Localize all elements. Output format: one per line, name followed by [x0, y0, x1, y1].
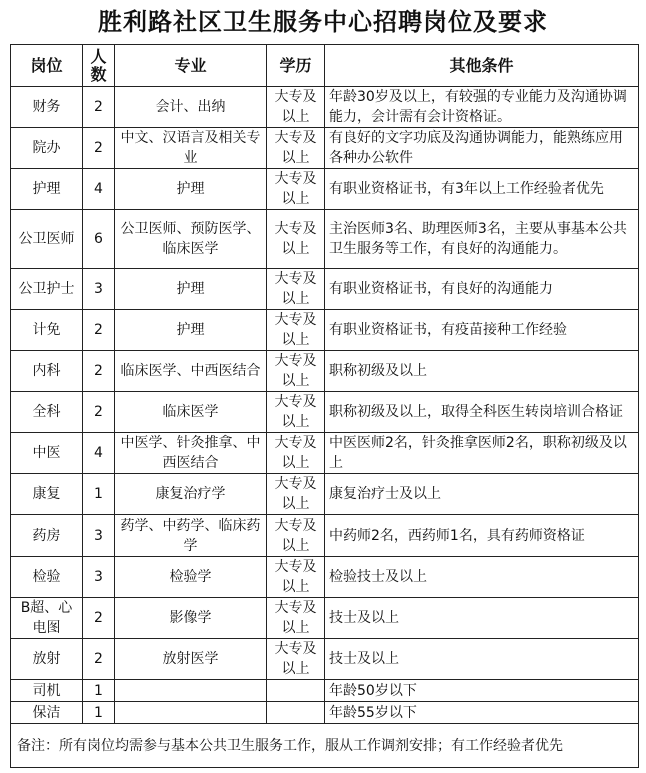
table-body	[11, 87, 639, 724]
cell-education: 大专及以上	[267, 515, 325, 557]
cell-major: 放射医学	[115, 639, 267, 680]
cell-position: 内科	[11, 351, 83, 392]
table-row	[11, 557, 639, 598]
cell-count: 1	[83, 680, 115, 702]
cell-education: 大专及以上	[267, 598, 325, 639]
cell-requirements: 技士及以上	[325, 598, 639, 639]
cell-count: 2	[83, 128, 115, 169]
cell-position: 药房	[11, 515, 83, 557]
cell-requirements: 有职业资格证书，有疫苗接种工作经验	[325, 310, 639, 351]
cell-count: 2	[83, 310, 115, 351]
cell-education	[267, 702, 325, 724]
cell-count: 3	[83, 557, 115, 598]
cell-education: 大专及以上	[267, 351, 325, 392]
table-row	[11, 598, 639, 639]
cell-count: 2	[83, 392, 115, 433]
cell-position: 司机	[11, 680, 83, 702]
cell-position: 保洁	[11, 702, 83, 724]
cell-education: 大专及以上	[267, 392, 325, 433]
cell-count: 2	[83, 598, 115, 639]
cell-major: 临床医学、中西医结合	[115, 351, 267, 392]
cell-major: 护理	[115, 169, 267, 210]
recruitment-table	[10, 44, 639, 768]
cell-count: 2	[83, 87, 115, 128]
cell-count: 4	[83, 169, 115, 210]
cell-count: 4	[83, 433, 115, 474]
cell-position: 康复	[11, 474, 83, 515]
header-education: 学历	[267, 45, 325, 87]
cell-education: 大专及以上	[267, 87, 325, 128]
cell-requirements: 年龄50岁以下	[325, 680, 639, 702]
cell-requirements: 检验技士及以上	[325, 557, 639, 598]
cell-major: 中文、汉语言及相关专业	[115, 128, 267, 169]
cell-position: 计免	[11, 310, 83, 351]
cell-major: 检验学	[115, 557, 267, 598]
cell-major: 护理	[115, 310, 267, 351]
cell-position: 公卫护士	[11, 269, 83, 310]
cell-education: 大专及以上	[267, 169, 325, 210]
cell-education: 大专及以上	[267, 269, 325, 310]
cell-education: 大专及以上	[267, 474, 325, 515]
cell-education: 大专及以上	[267, 210, 325, 269]
cell-requirements: 职称初级及以上，取得全科医生转岗培训合格证	[325, 392, 639, 433]
cell-education: 大专及以上	[267, 557, 325, 598]
cell-major	[115, 702, 267, 724]
cell-education: 大专及以上	[267, 128, 325, 169]
table-row	[11, 87, 639, 128]
cell-major: 护理	[115, 269, 267, 310]
header-people: 人数	[83, 45, 115, 87]
table-row	[11, 210, 639, 269]
table-row	[11, 433, 639, 474]
cell-requirements: 有职业资格证书，有3年以上工作经验者优先	[325, 169, 639, 210]
cell-requirements: 技士及以上	[325, 639, 639, 680]
cell-count: 3	[83, 269, 115, 310]
cell-major: 药学、中药学、临床药学	[115, 515, 267, 557]
note-row	[11, 724, 639, 768]
cell-count: 1	[83, 702, 115, 724]
cell-major: 康复治疗学	[115, 474, 267, 515]
cell-position: 公卫医师	[11, 210, 83, 269]
cell-major: 公卫医师、预防医学、临床医学	[115, 210, 267, 269]
cell-requirements: 年龄30岁及以上，有较强的专业能力及沟通协调能力，会计需有会计资格证。	[325, 87, 639, 128]
table-row	[11, 310, 639, 351]
table-row	[11, 169, 639, 210]
cell-major: 影像学	[115, 598, 267, 639]
cell-count: 3	[83, 515, 115, 557]
table-row	[11, 128, 639, 169]
cell-education: 大专及以上	[267, 639, 325, 680]
cell-major	[115, 680, 267, 702]
table-row	[11, 702, 639, 724]
cell-requirements: 职称初级及以上	[325, 351, 639, 392]
cell-requirements: 康复治疗士及以上	[325, 474, 639, 515]
note-text: 备注：所有岗位均需参与基本公共卫生服务工作，服从工作调剂安排；有工作经验者优先	[11, 724, 639, 768]
cell-requirements: 有良好的文字功底及沟通协调能力，能熟练应用各种办公软件	[325, 128, 639, 169]
cell-count: 1	[83, 474, 115, 515]
table-row	[11, 515, 639, 557]
cell-position: 检验	[11, 557, 83, 598]
header-major: 专业	[115, 45, 267, 87]
cell-position: 中医	[11, 433, 83, 474]
cell-position: 院办	[11, 128, 83, 169]
table-row	[11, 269, 639, 310]
cell-requirements: 中医医师2名，针灸推拿医师2名，职称初级及以上	[325, 433, 639, 474]
header-requirements: 其他条件	[325, 45, 639, 87]
cell-position: 财务	[11, 87, 83, 128]
table-row	[11, 474, 639, 515]
cell-count: 2	[83, 639, 115, 680]
table-row	[11, 680, 639, 702]
cell-education: 大专及以上	[267, 433, 325, 474]
cell-position: B超、心电图	[11, 598, 83, 639]
cell-requirements: 年龄55岁以下	[325, 702, 639, 724]
cell-education: 大专及以上	[267, 310, 325, 351]
cell-requirements: 有职业资格证书，有良好的沟通能力	[325, 269, 639, 310]
header-position: 岗位	[11, 45, 83, 87]
cell-requirements: 中药师2名，西药师1名，具有药师资格证	[325, 515, 639, 557]
cell-major: 临床医学	[115, 392, 267, 433]
table-row	[11, 639, 639, 680]
cell-count: 2	[83, 351, 115, 392]
table-header-row	[11, 45, 639, 87]
cell-position: 全科	[11, 392, 83, 433]
cell-position: 放射	[11, 639, 83, 680]
cell-major: 会计、出纳	[115, 87, 267, 128]
page-title: 胜利路社区卫生服务中心招聘岗位及要求	[98, 8, 548, 36]
cell-position: 护理	[11, 169, 83, 210]
cell-requirements: 主治医师3名、助理医师3名，主要从事基本公共卫生服务等工作，有良好的沟通能力。	[325, 210, 639, 269]
cell-education	[267, 680, 325, 702]
table-row	[11, 392, 639, 433]
cell-count: 6	[83, 210, 115, 269]
table-row	[11, 351, 639, 392]
cell-major: 中医学、针灸推拿、中西医结合	[115, 433, 267, 474]
